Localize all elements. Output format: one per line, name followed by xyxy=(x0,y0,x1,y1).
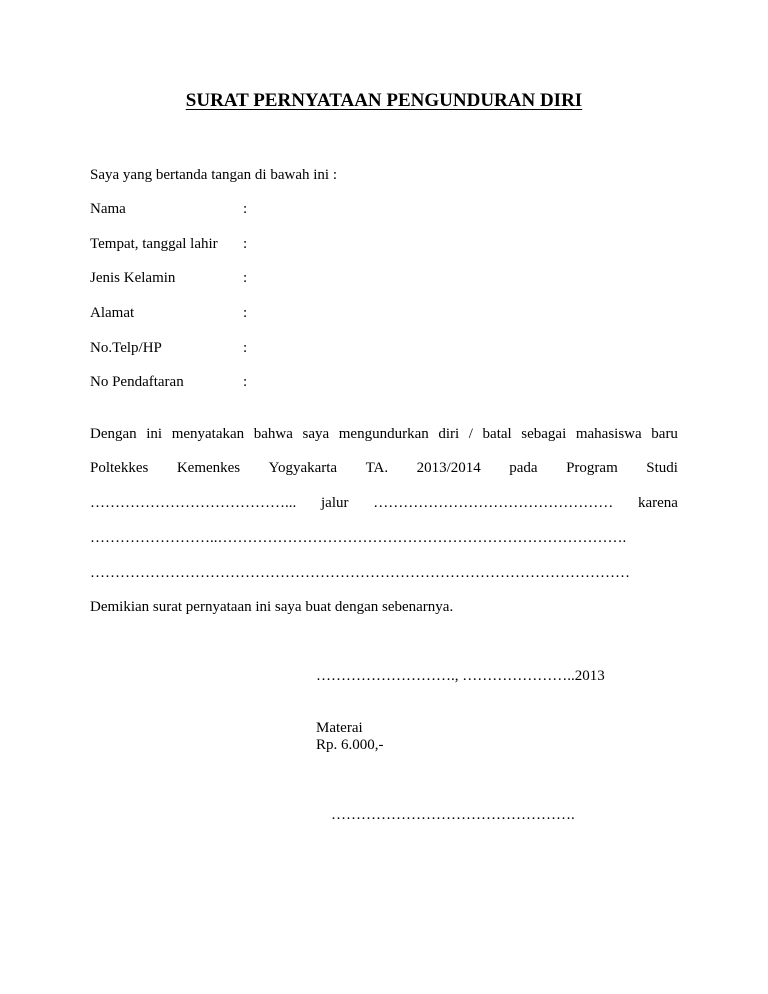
statement-word: ini xyxy=(146,426,163,442)
program-studi-blank: …………………………………... xyxy=(90,495,297,511)
field-colon-ttl: : xyxy=(243,236,248,252)
statement-word: Kemenkes xyxy=(176,460,241,476)
statement-word: mahasiswa xyxy=(575,426,642,442)
materai-amount: Rp. 6.000,- xyxy=(316,737,384,753)
statement-word: Dengan xyxy=(90,426,137,442)
statement-word: baru xyxy=(651,426,678,442)
statement-word: Poltekkes xyxy=(90,460,149,476)
statement-word: Studi xyxy=(646,460,678,476)
statement-line-3 xyxy=(90,496,678,511)
statement-word: jalur xyxy=(321,495,349,511)
field-colon-telp: : xyxy=(243,340,248,356)
statement-line-1 xyxy=(90,427,678,442)
reason-blank-1: ……………………..………………………………………………………………………. xyxy=(90,530,627,546)
document-title: SURAT PERNYATAAN PENGUNDURAN DIRI xyxy=(185,90,583,111)
reason-blank-2: ……………………………………………………………………………………………… xyxy=(90,565,630,581)
field-colon-nama: : xyxy=(243,201,248,217)
signature-line: …………………………………………. xyxy=(331,807,575,823)
closing-text: Demikian surat pernyataan ini saya buat dengan sebenarnya. xyxy=(90,599,454,615)
statement-word: Program xyxy=(566,460,618,476)
intro-text: Saya yang bertanda tangan di bawah ini : xyxy=(90,167,338,183)
field-colon-jenis-kelamin: : xyxy=(243,270,248,286)
field-label-telp: No.Telp/HP xyxy=(90,340,162,356)
statement-word: TA. xyxy=(365,460,389,476)
field-label-alamat: Alamat xyxy=(90,305,135,321)
place-date-line: ………………………., …………………..2013 xyxy=(316,668,605,684)
statement-word: karena xyxy=(638,495,678,511)
statement-word: menyatakan xyxy=(171,426,245,442)
field-label-nama: Nama xyxy=(90,201,126,217)
statement-word: Yogyakarta xyxy=(268,460,338,476)
statement-word: mengundurkan xyxy=(338,426,429,442)
statement-word: diri xyxy=(438,426,460,442)
materai-label: Materai xyxy=(316,720,363,736)
field-colon-alamat: : xyxy=(243,305,248,321)
jalur-blank: ………………………………………… xyxy=(373,495,614,511)
field-label-jenis-kelamin: Jenis Kelamin xyxy=(90,270,176,286)
statement-word: batal xyxy=(482,426,512,442)
statement-word: saya xyxy=(302,426,330,442)
field-label-ttl: Tempat, tanggal lahir xyxy=(90,236,218,252)
field-colon-pendaftaran: : xyxy=(243,374,248,390)
statement-line-2 xyxy=(90,461,678,476)
statement-word: / xyxy=(468,426,473,442)
field-label-pendaftaran: No Pendaftaran xyxy=(90,374,184,390)
statement-word: 2013/2014 xyxy=(416,460,481,476)
statement-word: bahwa xyxy=(253,426,293,442)
statement-word: pada xyxy=(509,460,538,476)
statement-word: sebagai xyxy=(521,426,567,442)
